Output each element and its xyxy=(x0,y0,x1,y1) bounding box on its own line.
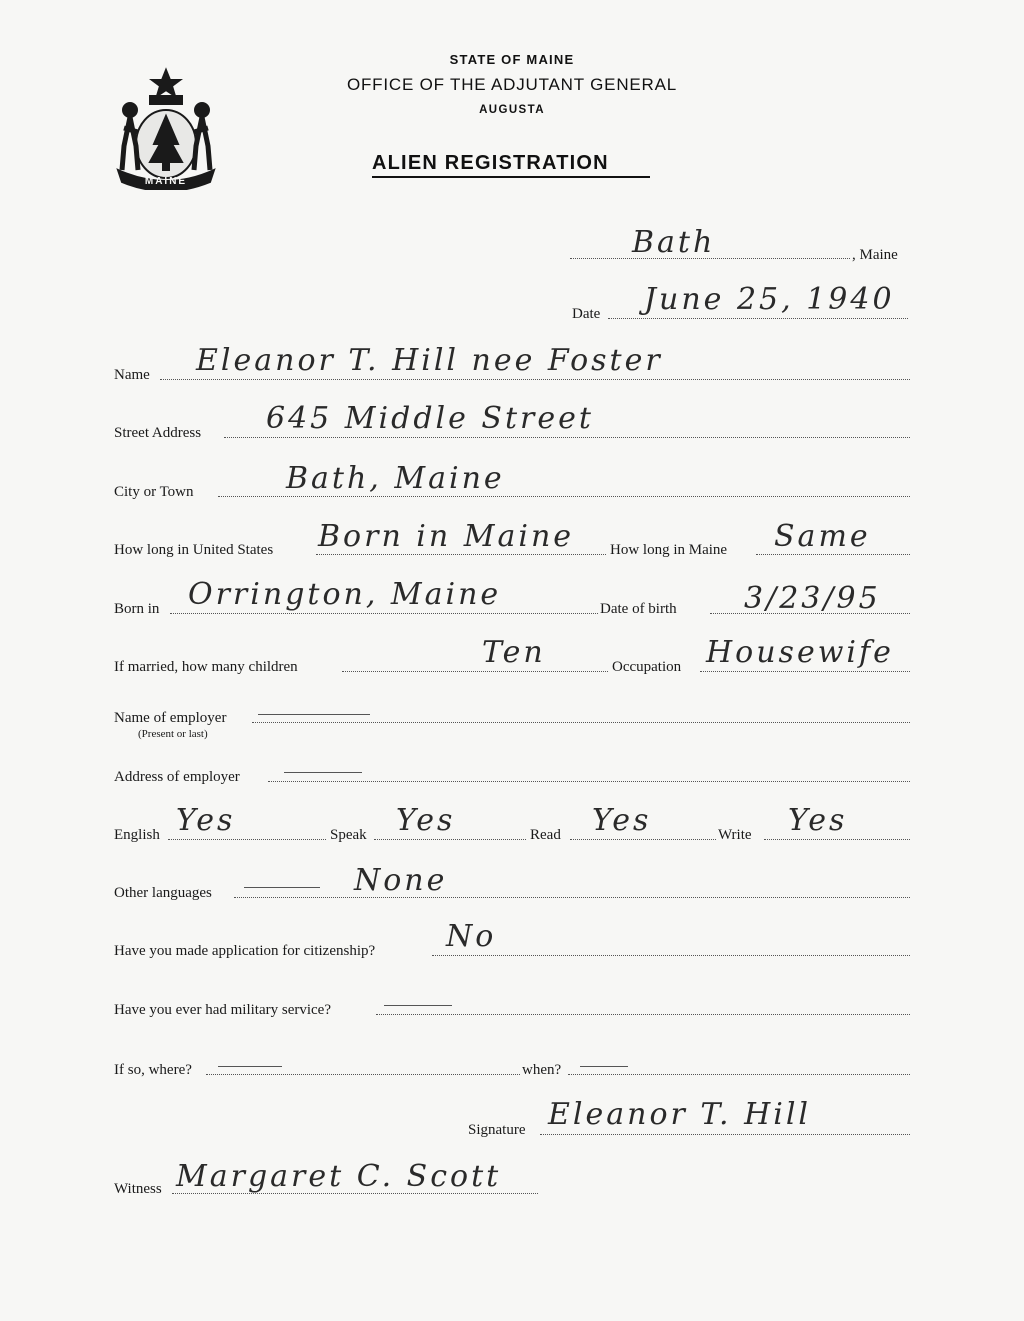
name-line xyxy=(160,379,910,380)
speak-line xyxy=(374,839,526,840)
employer-address-label: Address of employer xyxy=(114,769,240,785)
speak-label: Speak xyxy=(330,827,367,843)
read-line xyxy=(570,839,716,840)
city-line xyxy=(218,496,910,497)
title-underline xyxy=(372,176,650,178)
children-line xyxy=(342,671,608,672)
state-heading: STATE OF MAINE xyxy=(449,52,575,67)
city-heading: AUGUSTA xyxy=(479,104,545,116)
born-in-value[interactable]: Orrington, Maine xyxy=(188,577,502,612)
occupation-line xyxy=(700,671,910,672)
military-line xyxy=(376,1014,910,1015)
name-label: Name xyxy=(114,367,150,383)
citizenship-label: Have you made application for citizenship? xyxy=(114,943,376,959)
read-label: Read xyxy=(530,827,561,843)
occupation-label: Occupation xyxy=(612,659,682,675)
witness-label: Witness xyxy=(114,1181,162,1197)
employer-name-sublabel: (Present or last) xyxy=(138,728,208,740)
write-line xyxy=(764,839,910,840)
if-so-where-line xyxy=(206,1074,520,1075)
when-label: when? xyxy=(522,1062,562,1078)
employer-name-label: Name of employer xyxy=(114,710,227,726)
employer-address-line xyxy=(268,781,910,782)
other-languages-line xyxy=(234,897,910,898)
if-so-where-dash xyxy=(218,1066,282,1067)
date-line xyxy=(608,318,908,319)
date-value[interactable]: June 25, 1940 xyxy=(644,282,895,317)
english-label: English xyxy=(114,827,160,843)
speak-value[interactable]: Yes xyxy=(396,803,456,838)
street-value[interactable]: 645 Middle Street xyxy=(266,401,594,436)
employer-name-dash xyxy=(258,714,370,715)
read-value[interactable]: Yes xyxy=(592,803,652,838)
born-in-label: Born in xyxy=(114,601,160,617)
other-languages-label: Other languages xyxy=(114,885,212,901)
street-label: Street Address xyxy=(114,425,202,441)
form-title: ALIEN REGISTRATION xyxy=(372,152,609,174)
english-value[interactable]: Yes xyxy=(176,803,236,838)
seal-banner-text: MAINE xyxy=(144,176,188,187)
town-value[interactable]: Bath xyxy=(632,225,716,260)
signature-label: Signature xyxy=(468,1122,526,1138)
military-dash xyxy=(384,1005,452,1006)
how-long-maine-line xyxy=(756,554,910,555)
street-line xyxy=(224,437,910,438)
date-label: Date xyxy=(572,306,601,322)
write-label: Write xyxy=(718,827,752,843)
write-value[interactable]: Yes xyxy=(788,803,848,838)
employer-address-dash xyxy=(284,772,362,773)
when-dash xyxy=(580,1066,628,1067)
occupation-value[interactable]: Housewife xyxy=(706,635,894,670)
born-in-line xyxy=(170,613,598,614)
signature-value[interactable]: Eleanor T. Hill xyxy=(548,1097,812,1132)
how-long-maine-label: How long in Maine xyxy=(610,542,728,558)
witness-value[interactable]: Margaret C. Scott xyxy=(176,1159,502,1194)
how-long-us-line xyxy=(316,554,606,555)
town-suffix: , Maine xyxy=(852,247,898,263)
citizenship-line xyxy=(432,955,910,956)
other-languages-value[interactable]: None xyxy=(354,863,448,898)
citizenship-value[interactable]: No xyxy=(446,919,497,954)
children-value[interactable]: Ten xyxy=(482,635,546,670)
name-value[interactable]: Eleanor T. Hill nee Foster xyxy=(196,343,663,378)
how-long-us-label: How long in United States xyxy=(114,542,274,558)
date-of-birth-label: Date of birth xyxy=(600,601,677,617)
how-long-us-value[interactable]: Born in Maine xyxy=(318,519,575,554)
how-long-maine-value[interactable]: Same xyxy=(774,519,871,554)
signature-line xyxy=(540,1134,910,1135)
children-label: If married, how many children xyxy=(114,659,298,675)
english-line xyxy=(168,839,326,840)
other-languages-dash xyxy=(244,887,320,888)
city-label: City or Town xyxy=(114,484,194,500)
date-of-birth-value[interactable]: 3/23/95 xyxy=(744,581,881,616)
military-label: Have you ever had military service? xyxy=(114,1002,331,1018)
office-heading: OFFICE OF THE ADJUTANT GENERAL xyxy=(346,75,678,94)
employer-name-line xyxy=(252,722,910,723)
city-value[interactable]: Bath, Maine xyxy=(286,461,505,496)
if-so-where-label: If so, where? xyxy=(114,1062,192,1078)
when-line xyxy=(568,1074,910,1075)
